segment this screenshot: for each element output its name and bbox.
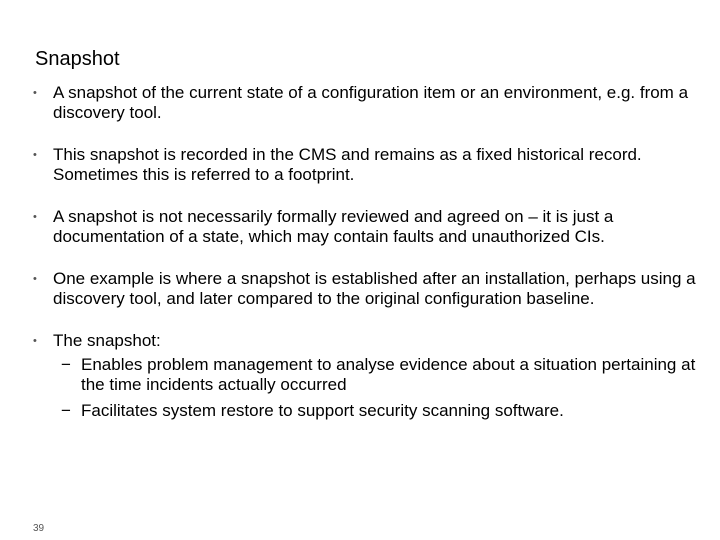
bullet-dot-icon: • — [33, 149, 37, 161]
bullet-dot-icon: • — [33, 273, 37, 285]
dash-icon: − — [61, 401, 71, 420]
sub-bullet-list — [53, 355, 710, 421]
bullet-dot-icon: • — [33, 211, 37, 223]
bullet-item — [30, 145, 710, 185]
dash-icon: − — [61, 355, 71, 374]
bullet-dot-icon: • — [33, 87, 37, 99]
bullet-text: A snapshot of the current state of a configuration item or an environment, e.g. from a discovery tool. — [53, 83, 689, 122]
sub-bullet-text: Facilitates system restore to support security scanning software. — [81, 401, 564, 420]
bullet-item — [30, 331, 710, 421]
bullet-text: This snapshot is recorded in the CMS and remains as a fixed historical record. Sometimes this is referred to a footprint. — [53, 145, 642, 184]
bullet-text: The snapshot: — [53, 331, 161, 350]
bullet-text: One example is where a snapshot is established after an installation, perhaps using a discovery tool, and later compared to the original configuration baseline. — [53, 269, 696, 308]
sub-bullet-item — [53, 401, 710, 421]
bullet-item — [30, 83, 710, 123]
bullet-list — [30, 83, 710, 421]
bullet-text: A snapshot is not necessarily formally reviewed and agreed on – it is just a documentation of a state, which may contain faults and unauthorized CIs. — [53, 207, 614, 246]
bullet-item — [30, 207, 710, 247]
bullet-dot-icon: • — [33, 335, 37, 347]
bullet-item — [30, 269, 710, 309]
sub-bullet-text: Enables problem management to analyse evidence about a situation pertaining at the time incidents actually occurred — [81, 355, 696, 394]
slide-title: Snapshot — [35, 48, 120, 70]
page-number: 39 — [33, 523, 45, 534]
sub-bullet-item — [53, 355, 710, 395]
